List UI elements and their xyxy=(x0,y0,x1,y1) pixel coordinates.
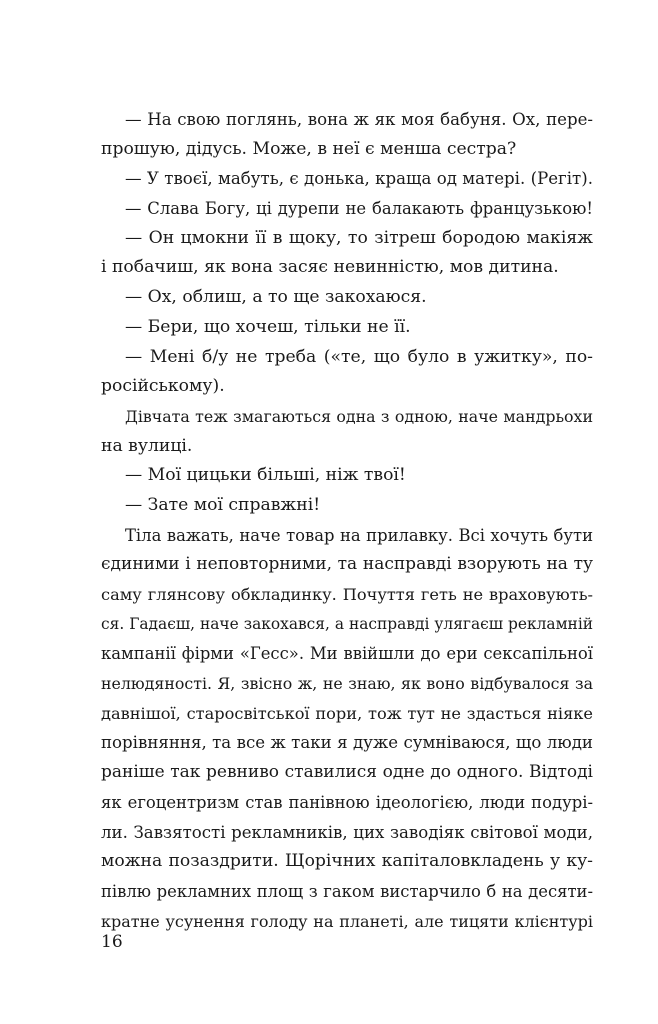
text-line: ли. Завзятості рекламників, цих заводіяк світової моди, xyxy=(101,822,593,842)
page-number: 16 xyxy=(101,932,123,952)
text-line: — Слава Богу, ці дурепи не балакають французькою! xyxy=(125,199,593,219)
text-line: саму глянсову обкладинку. Почуття геть не враховують- xyxy=(101,585,593,604)
text-line: — Мої цицьки більші, ніж твої! xyxy=(125,465,406,486)
text-line: — У твоєї, мабуть, є донька, краща од матері. (Регіт). xyxy=(125,169,593,189)
text-line: Тіла важать, наче товар на прилавку. Всі хочуть бути xyxy=(125,525,593,545)
text-line: — Он цмокни її в щоку, то зітреш бородою макіяж xyxy=(125,227,593,248)
text-line: єдиними і неповторними, та насправді взорують на ту xyxy=(101,554,593,575)
text-line: півлю рекламних площ з гаком вистарчило б на десяти- xyxy=(101,881,593,901)
text-block xyxy=(101,105,593,936)
text-line: — Зате мої справжні! xyxy=(125,494,321,515)
text-line: кратне усунення голоду на планеті, але тицяти клієнтурі xyxy=(101,911,593,931)
text-line: Дівчата теж змагаються одна з одною, наче мандрьохи xyxy=(125,406,593,426)
text-line: і побачиш, як вона засяє невинністю, мов дитина. xyxy=(101,257,559,278)
text-line: раніше так ревниво ставилися одне до одного. Відтоді xyxy=(101,762,593,783)
text-line: ся. Гадаєш, наче закохався, а насправді улягаєш рекламній xyxy=(101,614,593,633)
text-line: російському). xyxy=(101,376,225,397)
text-line: нелюдяності. Я, звісно ж, не знаю, як воно відбувалося за xyxy=(101,674,593,694)
text-line: порівняння, та все ж таки я дуже сумніваюся, що люди xyxy=(101,733,593,753)
text-line: як егоцентризм став панівною ідеологією, люди подурі- xyxy=(101,792,593,812)
text-line: давнішої, старосвітської пори, тож тут не здасться ніяке xyxy=(101,703,593,723)
text-line: на вулиці. xyxy=(101,435,193,456)
text-line: прошую, дідусь. Може, в неї є менша сестра? xyxy=(101,138,517,159)
text-line: можна позаздрити. Щорічних капіталовкладень у ку- xyxy=(101,851,593,872)
text-line: — Ох, облиш, а то ще закохаюся. xyxy=(125,287,427,308)
text-line: — Мені б/у не треба («те, що було в ужитку», по- xyxy=(125,346,593,367)
text-line: — Бери, що хочеш, тільки не її. xyxy=(125,316,411,337)
text-line: кампанії фірми «Гесс». Ми ввійшли до ери сексапільної xyxy=(101,644,593,664)
text-line: — На свою поглянь, вона ж як моя бабуня. Ох, пере- xyxy=(125,110,593,129)
